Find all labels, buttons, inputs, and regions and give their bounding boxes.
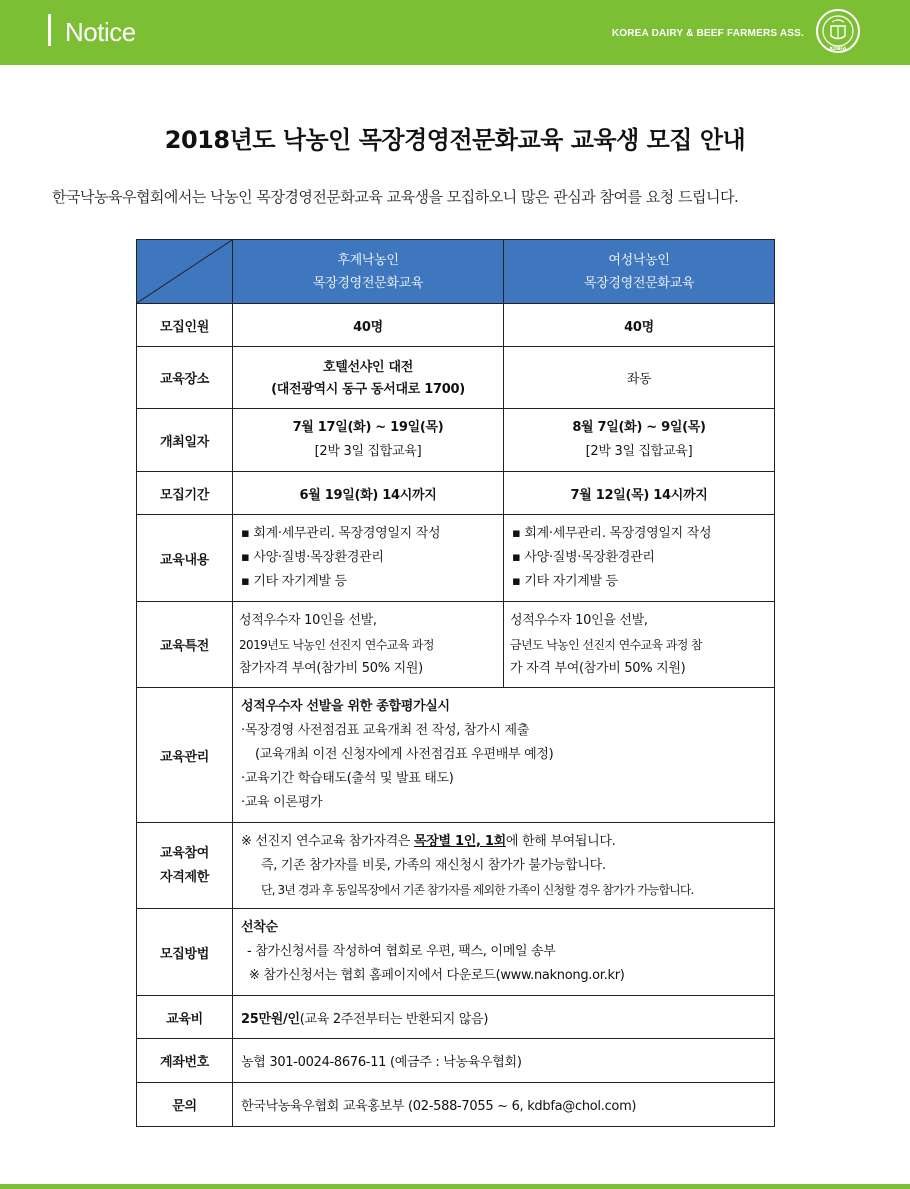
table-row-period [137, 472, 775, 515]
row-label: 교육특전 [137, 602, 233, 688]
cell-value: 성적우수자 10인을 선발, 2019년도 낙농인 선진지 연수교육 과정 참가자격 부여(참가비 50% 지원) [233, 602, 504, 688]
association-logo-icon [815, 8, 861, 54]
table-row-fee [137, 996, 775, 1039]
table-row-place [137, 347, 775, 409]
cell-value: 6월 19일(화) 14시까지 [233, 472, 504, 515]
header-title: Notice [65, 17, 136, 47]
list-item: ▪ 회계·세무관리. 목장경영일지 작성 [512, 526, 712, 541]
info-table [136, 239, 775, 1127]
table-row-dates [137, 409, 775, 472]
svg-text:KDBFA: KDBFA [829, 47, 847, 52]
row-label: 교육내용 [137, 515, 233, 602]
row-label: 교육관리 [137, 688, 233, 823]
list-item: ▪ 기타 자기계발 등 [241, 574, 347, 589]
cell-value: 40명 [504, 304, 775, 347]
diagonal-line-icon [137, 240, 232, 303]
cell-value [504, 515, 775, 602]
header-bar [0, 0, 910, 65]
cell-value: 7월 17일(화) ~ 19일(목) [2박 3일 집합교육] [233, 409, 504, 472]
row-label: 문의 [137, 1083, 233, 1127]
row-label: 모집기간 [137, 472, 233, 515]
table-row-account [137, 1039, 775, 1083]
document-title: 2018년도 낙농인 목장경영전문화교육 교육생 모집 안내 [164, 126, 746, 154]
row-label: 교육참여 자격제한 [137, 823, 233, 909]
table-corner-cell [137, 240, 233, 304]
document-intro: 한국낙농육우협회에서는 낙농인 목장경영전문화교육 교육생을 모집하오니 많은 관심과 참여를 요청 드립니다. [52, 188, 739, 206]
cell-value: 호텔선샤인 대전 (대전광역시 동구 동서대로 1700) [233, 347, 504, 409]
row-label: 교육비 [137, 996, 233, 1039]
cell-value: 한국낙농육우협회 교육홍보부 (02-588-7055 ~ 6, kdbfa@chol.com) [233, 1083, 775, 1127]
row-label: 교육장소 [137, 347, 233, 409]
cell-value: 선착순 - 참가신청서를 작성하여 협회로 우편, 팩스, 이메일 송부 ※ 참가신청서는 협회 홈페이지에서 다운로드(www.naknong.or.kr) [233, 909, 775, 996]
cell-value [233, 515, 504, 602]
cell-value: 25만원/인(교육 2주전부터는 반환되지 않음) [233, 996, 775, 1039]
list-item: ▪ 회계·세무관리. 목장경영일지 작성 [241, 526, 441, 541]
cell-value: 좌동 [504, 347, 775, 409]
list-item: ▪ 사양·질병·목장환경관리 [241, 550, 384, 565]
row-label: 모집인원 [137, 304, 233, 347]
table-row-contact [137, 1083, 775, 1127]
footer-line [0, 1184, 910, 1189]
table-row-content [137, 515, 775, 602]
list-item: ▪ 기타 자기계발 등 [512, 574, 618, 589]
table-row-manage [137, 688, 775, 823]
row-label: 계좌번호 [137, 1039, 233, 1083]
column-header-women: 여성낙농인 목장경영전문화교육 [504, 240, 775, 304]
cell-value: 성적우수자 10인을 선발, 금년도 낙농인 선진지 연수교육 과정 참 가 자격 부여(참가비 50% 지원) [504, 602, 775, 688]
row-label: 모집방법 [137, 909, 233, 996]
header-divider [48, 14, 51, 46]
table-row-limit [137, 823, 775, 909]
column-header-successor: 후계낙농인 목장경영전문화교육 [233, 240, 504, 304]
table-row-method [137, 909, 775, 996]
table-row-benefit [137, 602, 775, 688]
highlight-text: 목장별 1인, 1회 [414, 833, 506, 849]
table-header-row [137, 240, 775, 304]
list-item: ▪ 사양·질병·목장환경관리 [512, 550, 655, 565]
row-label: 개최일자 [137, 409, 233, 472]
cell-value: ※ 선진지 연수교육 참가자격은 목장별 1인, 1회에 한해 부여됩니다. 즉, 기존 참가자를 비롯, 가족의 재신청시 참가가 불가능합니다. 단, 3년 경과 후 동일목장에서 기존 참가자를 제외한 가족이 신청할 경우 참가가 가능합니다. [233, 823, 775, 909]
header-org-name: KOREA DAIRY & BEEF FARMERS ASS. [611, 28, 804, 39]
cell-value: 40명 [233, 304, 504, 347]
cell-value: 8월 7일(화) ~ 9일(목) [2박 3일 집합교육] [504, 409, 775, 472]
cell-value: 7월 12일(목) 14시까지 [504, 472, 775, 515]
table-row-quota [137, 304, 775, 347]
cell-value: 농협 301-0024-8676-11 (예금주 : 낙농육우협회) [233, 1039, 775, 1083]
cell-value: 성적우수자 선발을 위한 종합평가실시 ·목장경영 사전점검표 교육개최 전 작성, 참가시 제출 (교육개최 이전 신청자에게 사전점검표 우편배부 예정) ·교육기간 학습태도(출석 및 발표 태도) ·교육 이론평가 [233, 688, 775, 823]
